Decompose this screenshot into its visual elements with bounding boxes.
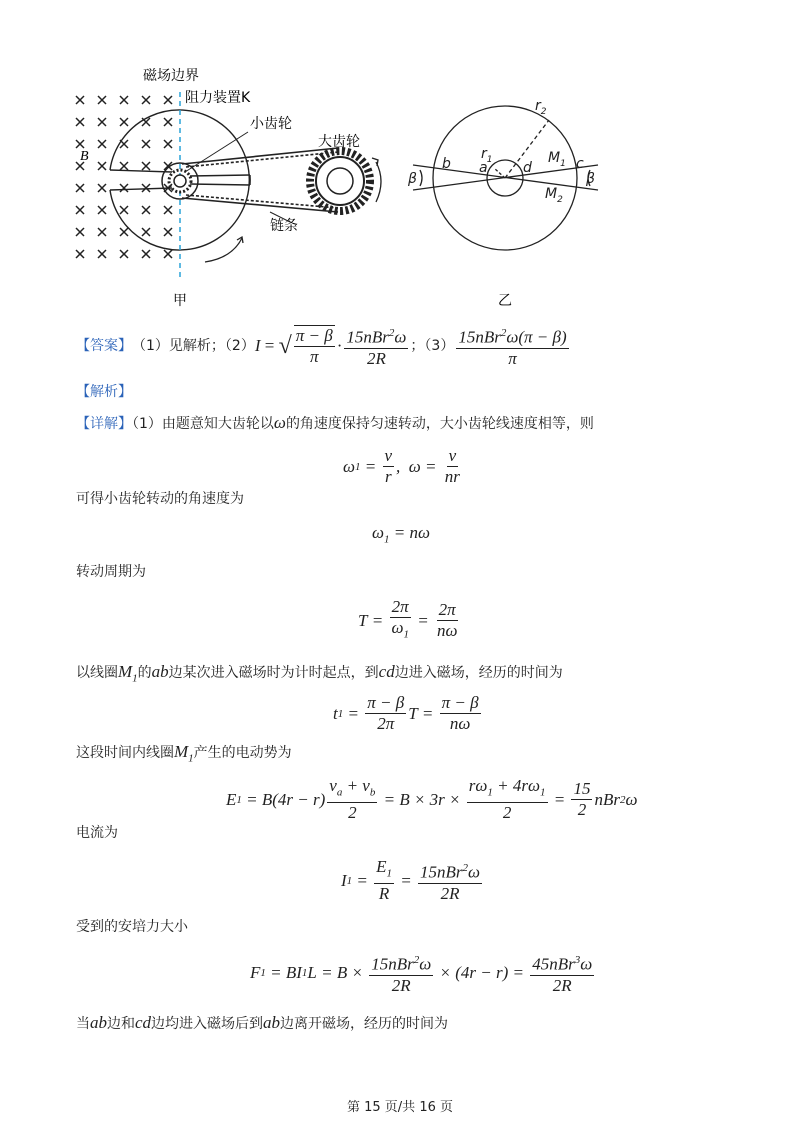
label-B: B: [80, 149, 89, 164]
figure-diagrams: [0, 0, 800, 320]
label-field-boundary: 磁场边界: [143, 68, 199, 84]
caption-right: 乙: [498, 293, 512, 309]
disk-right: [413, 106, 598, 250]
paragraph-period: 转动周期为: [76, 564, 146, 580]
rotation-arrow-big-gear: [376, 162, 381, 202]
big-gear: [310, 151, 370, 211]
label-a: a: [479, 160, 488, 176]
paragraph-current: 电流为: [76, 825, 118, 841]
paragraph-small-gear: 可得小齿轮转动的角速度为: [76, 491, 244, 507]
equation-period: T = $\frac{2\pi}{\omega_1}$ = $\frac{2\pi}{n\omega}$: [358, 597, 458, 641]
equation-omega1-result: $\omega_1 = n\omega$: [372, 523, 430, 546]
paragraph-t1: 以线圈$M_1$的ab边某次进入磁场时为计时起点，到cd边进入磁场，经历的时间为: [76, 662, 563, 685]
label-d: d: [523, 160, 532, 176]
label-M2: $M_2$: [545, 186, 563, 205]
magnetic-field-crosses: [76, 96, 172, 258]
answer-tag: 【答案】: [76, 338, 132, 354]
label-chain: 链条: [270, 218, 298, 234]
label-c: c: [576, 156, 584, 172]
rotation-arrow-disk: [205, 238, 242, 262]
label-b: b: [442, 156, 451, 172]
analysis-tag: 【解析】: [76, 384, 132, 400]
label-r1: $r_1$: [481, 146, 493, 165]
detail-line: 【详解】（1）由题意知大齿轮以ω的角速度保持匀速转动，大小齿轮线速度相等，则: [76, 413, 594, 432]
label-beta-right: β: [586, 171, 595, 187]
equation-emf: E 1 = B(4r − r) $\frac{v_a + v_b}{2}$ = B × 3r × $\frac{r\omega_1 + 4r\omega_1}{2}$ = $\frac{15}{2}$ nBr 2 ω: [226, 776, 638, 823]
label-damper: 阻力装置K: [185, 90, 251, 106]
equation-t1: t 1 = $\frac{\pi - \beta}{2\pi}$ T = $\frac{\pi - \beta}{n\omega}$: [333, 693, 479, 733]
label-beta-left: β: [408, 171, 417, 187]
equation-current: I 1 = $\frac{E_1}{R}$ = $\frac{15nBr^2\omega}{2R}$: [341, 857, 481, 904]
label-big-gear: 大齿轮: [318, 134, 360, 150]
label-M1: $M_1$: [548, 150, 566, 169]
label-small-gear: 小齿轮: [250, 116, 292, 132]
answer-line: 【答案】 （1）见解析；（2） I = √ $\frac{\pi - \beta}{\pi}$ · $\frac{15nBr^2\omega}{2R}$ ；（3） $\frac{15nBr^2\omega(\pi - \beta)}{\pi}$: [76, 328, 571, 364]
paragraph-last: 当ab边和cd边均进入磁场后到ab边离开磁场，经历的时间为: [76, 1013, 449, 1032]
equation-omega1: ω 1 = $\frac{v}{r}$ , ω = $\frac{v}{nr}$: [343, 446, 460, 486]
label-r2: $r_2$: [535, 98, 547, 117]
caption-left: 甲: [173, 293, 187, 309]
paragraph-emf: 这段时间内线圈$M_1$产生的电动势为: [76, 742, 292, 765]
page-footer: 第 15 页/共 16 页: [347, 1100, 453, 1115]
paragraph-force: 受到的安培力大小: [76, 919, 188, 935]
equation-force: F 1 = BI 1 L = B × $\frac{15nBr^2\omega}{2R}$ × (4r − r) = $\frac{45nBr^3\omega}{2R}$: [250, 950, 596, 996]
